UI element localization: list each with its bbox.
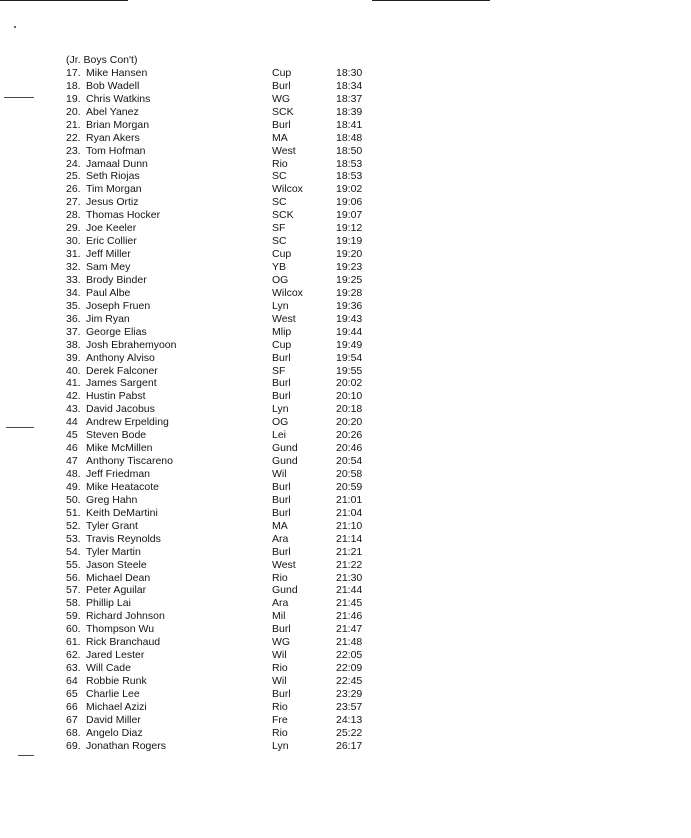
finish-time: 20:59 (336, 480, 363, 493)
result-row (66, 442, 396, 455)
finish-time: 21:22 (336, 558, 363, 571)
finish-time: 20:46 (336, 442, 363, 455)
finish-time: 18:34 (336, 79, 363, 92)
team-code: West (272, 312, 296, 325)
result-row (66, 507, 396, 520)
place-number: 43. (66, 403, 81, 416)
runner-name: Tim Morgan (86, 183, 142, 196)
result-row (66, 688, 396, 701)
place-number: 32. (66, 261, 81, 273)
result-row (66, 183, 396, 196)
runner-name: Tyler Grant (86, 519, 138, 532)
result-row (66, 209, 396, 222)
result-row (66, 365, 396, 378)
place-number: 61. (66, 636, 81, 649)
place-number: 39. (66, 351, 81, 364)
finish-time: 18:39 (336, 105, 363, 118)
team-code: YB (272, 261, 287, 273)
result-row (66, 701, 396, 714)
place-number: 40. (66, 364, 81, 377)
team-code: SC (272, 235, 287, 248)
finish-time: 19:43 (336, 312, 363, 325)
team-code: Cup (272, 338, 292, 351)
team-code: Lyn (272, 739, 289, 752)
result-row (66, 93, 396, 106)
team-code: Burl (272, 480, 291, 493)
finish-time: 19:49 (336, 338, 363, 351)
finish-time: 18:41 (336, 118, 363, 131)
runner-name: David Jacobus (86, 403, 155, 416)
place-number: 50. (66, 493, 81, 506)
finish-time: 19:02 (336, 183, 363, 196)
runner-name: Jason Steele (86, 558, 147, 571)
place-number: 49. (66, 480, 81, 493)
result-row (66, 546, 396, 559)
result-row (66, 196, 396, 209)
result-row (66, 559, 396, 572)
finish-time: 20:58 (336, 468, 363, 480)
finish-time: 21:14 (336, 532, 363, 545)
runner-name: Will Cade (86, 662, 131, 675)
result-row (66, 145, 396, 158)
runner-name: Anthony Alviso (86, 351, 155, 364)
result-row (66, 533, 396, 546)
place-number: 22. (66, 131, 81, 144)
team-code: Burl (272, 623, 291, 636)
team-code: Rio (272, 157, 288, 170)
team-code: OG (272, 273, 289, 286)
team-code: West (272, 558, 296, 571)
result-row (66, 572, 396, 585)
result-row (66, 170, 396, 183)
team-code: Cup (272, 248, 292, 261)
place-number: 45 (66, 429, 78, 442)
place-number: 33. (66, 273, 81, 286)
runner-name: Eric Collier (86, 235, 137, 248)
team-code: Cup (272, 66, 292, 79)
result-row (66, 468, 396, 481)
place-number: 64 (66, 675, 78, 687)
finish-time: 21:45 (336, 597, 363, 610)
result-row (66, 455, 396, 468)
team-code: WG (272, 636, 291, 649)
place-number: 23. (66, 144, 81, 157)
finish-time: 20:02 (336, 377, 363, 390)
place-number: 54. (66, 545, 81, 558)
place-number: 65 (66, 687, 78, 700)
place-number: 63. (66, 662, 81, 675)
finish-time: 19:19 (336, 235, 363, 248)
place-number: 59. (66, 610, 81, 623)
place-number: 57. (66, 584, 81, 597)
place-number: 26. (66, 183, 81, 196)
runner-name: Jeff Miller (86, 248, 131, 261)
finish-time: 19:28 (336, 286, 363, 299)
team-code: Gund (272, 455, 298, 468)
finish-time: 18:50 (336, 144, 363, 157)
finish-time: 22:09 (336, 662, 363, 675)
place-number: 51. (66, 506, 81, 519)
finish-time: 26:17 (336, 739, 363, 752)
team-code: Mlip (272, 325, 292, 338)
place-number: 58. (66, 597, 81, 610)
runner-name: George Elias (86, 325, 147, 338)
runner-name: Bob Wadell (86, 79, 140, 92)
runner-name: Jesus Ortiz (86, 196, 139, 209)
runner-name: Anthony Tiscareno (86, 455, 173, 468)
runner-name: Mike Heatacote (86, 480, 159, 493)
continued-header: (Jr. Boys Con't) (66, 54, 138, 66)
result-row (66, 287, 396, 300)
result-row (66, 352, 396, 365)
finish-time: 20:18 (336, 403, 363, 416)
team-code: Burl (272, 377, 291, 390)
runner-name: Chris Watkins (86, 92, 151, 105)
finish-time: 20:10 (336, 390, 363, 403)
finish-time: 21:10 (336, 519, 363, 532)
runner-name: Rick Branchaud (86, 636, 161, 649)
place-number: 55. (66, 558, 81, 571)
finish-time: 21:44 (336, 584, 363, 597)
team-code: Burl (272, 545, 291, 558)
place-number: 31. (66, 248, 81, 261)
runner-name: Thompson Wu (86, 623, 155, 636)
team-code: Wil (272, 649, 287, 662)
team-code: Burl (272, 687, 291, 700)
margin-mark (6, 427, 34, 428)
place-number: 60. (66, 623, 81, 636)
runner-name: Andrew Erpelding (86, 416, 169, 429)
finish-time: 18:53 (336, 157, 363, 170)
finish-time: 19:55 (336, 364, 363, 377)
place-number: 42. (66, 390, 81, 403)
place-number: 56. (66, 571, 81, 584)
result-row (66, 274, 396, 287)
runner-name: Joe Keeler (86, 222, 137, 235)
runner-name: Angelo Diaz (86, 726, 143, 739)
finish-time: 19:54 (336, 351, 363, 364)
result-row (66, 119, 396, 132)
result-row (66, 727, 396, 740)
result-row (66, 261, 396, 274)
finish-time: 23:57 (336, 700, 363, 713)
runner-name: Brian Morgan (86, 118, 150, 131)
result-row (66, 584, 396, 597)
place-number: 52. (66, 519, 81, 532)
runner-name: Steven Bode (86, 429, 147, 442)
team-code: Rio (272, 571, 288, 584)
team-code: Wil (272, 675, 287, 687)
runner-name: Phillip Lai (86, 597, 131, 610)
place-number: 27. (66, 196, 81, 209)
team-code: Rio (272, 662, 288, 675)
finish-time: 21:46 (336, 610, 363, 623)
result-row (66, 416, 396, 429)
runner-name: Keith DeMartini (86, 506, 158, 519)
scan-speck (14, 26, 16, 28)
place-number: 38. (66, 338, 81, 351)
team-code: Gund (272, 442, 298, 455)
place-number: 18. (66, 79, 81, 92)
result-row (66, 339, 396, 352)
place-number: 37. (66, 325, 81, 338)
runner-name: Josh Ebrahemyoon (86, 338, 177, 351)
team-code: Ara (272, 532, 289, 545)
runner-name: Jared Lester (86, 649, 145, 662)
scan-edge-line (372, 0, 490, 1)
place-number: 41. (66, 377, 81, 390)
team-code: SF (272, 364, 286, 377)
runner-name: Paul Albe (86, 286, 131, 299)
result-row (66, 740, 396, 753)
finish-time: 21:47 (336, 623, 363, 636)
finish-time: 20:26 (336, 429, 363, 442)
finish-time: 18:53 (336, 170, 363, 183)
result-row (66, 158, 396, 171)
finish-time: 25:22 (336, 726, 363, 739)
finish-time: 21:48 (336, 636, 363, 649)
result-row (66, 106, 396, 119)
place-number: 47 (66, 455, 78, 468)
result-row (66, 610, 396, 623)
finish-time: 20:20 (336, 416, 363, 429)
team-code: Wilcox (272, 183, 303, 196)
result-row (66, 326, 396, 339)
runner-name: Mike McMillen (86, 442, 153, 455)
margin-mark (18, 755, 34, 756)
finish-time: 21:01 (336, 493, 363, 506)
runner-name: Tyler Martin (86, 545, 141, 558)
result-row (66, 222, 396, 235)
runner-name: Hustin Pabst (86, 390, 146, 403)
place-number: 35. (66, 299, 81, 312)
place-number: 25. (66, 170, 81, 183)
team-code: Burl (272, 506, 291, 519)
result-row (66, 248, 396, 261)
team-code: SC (272, 196, 287, 209)
team-code: Burl (272, 79, 291, 92)
place-number: 21. (66, 118, 81, 131)
runner-name: Michael Dean (86, 571, 151, 584)
place-number: 66 (66, 700, 78, 713)
place-number: 68. (66, 726, 81, 739)
result-row (66, 520, 396, 533)
team-code: Wilcox (272, 286, 303, 299)
finish-time: 19:25 (336, 273, 363, 286)
runner-name: Seth Riojas (86, 170, 140, 183)
runner-name: Charlie Lee (86, 687, 140, 700)
place-number: 69. (66, 739, 81, 752)
finish-time: 19:12 (336, 222, 363, 235)
team-code: Burl (272, 390, 291, 403)
team-code: MA (272, 131, 288, 144)
finish-time: 19:23 (336, 261, 363, 273)
finish-time: 24:13 (336, 713, 363, 726)
finish-time: 19:06 (336, 196, 363, 209)
team-code: Burl (272, 118, 291, 131)
runner-name: Jonathan Rogers (86, 739, 166, 752)
result-row (66, 132, 396, 145)
team-code: Mil (272, 610, 286, 623)
result-row (66, 300, 396, 313)
result-row (66, 80, 396, 93)
finish-time: 18:37 (336, 92, 363, 105)
team-code: Gund (272, 584, 298, 597)
team-code: Rio (272, 700, 288, 713)
finish-time: 18:48 (336, 131, 363, 144)
runner-name: Joseph Fruen (86, 299, 151, 312)
team-code: SF (272, 222, 286, 235)
runner-name: Jamaal Dunn (86, 157, 148, 170)
results-list (66, 54, 396, 753)
result-row (66, 623, 396, 636)
finish-time: 19:44 (336, 325, 363, 338)
place-number: 53. (66, 532, 81, 545)
place-number: 48. (66, 468, 81, 480)
result-row (66, 494, 396, 507)
runner-name: Tom Hofman (86, 144, 146, 157)
result-row (66, 67, 396, 80)
team-code: SCK (272, 209, 294, 222)
result-row (66, 636, 396, 649)
finish-time: 18:30 (336, 66, 363, 79)
team-code: OG (272, 416, 289, 429)
runner-name: David Miller (86, 713, 141, 726)
team-code: Lei (272, 429, 287, 442)
result-row (66, 403, 396, 416)
scan-edge-line (0, 0, 128, 1)
team-code: Wil (272, 468, 287, 480)
finish-time: 19:20 (336, 248, 363, 261)
runner-name: Jeff Friedman (86, 468, 150, 480)
result-row (66, 649, 396, 662)
finish-time: 21:21 (336, 545, 363, 558)
runner-name: Mike Hansen (86, 66, 148, 79)
runner-name: Richard Johnson (86, 610, 165, 623)
result-row (66, 235, 396, 248)
place-number: 17. (66, 66, 81, 79)
place-number: 67 (66, 713, 78, 726)
runner-name: Abel Yanez (86, 105, 139, 118)
place-number: 20. (66, 105, 81, 118)
runner-name: Brody Binder (86, 273, 147, 286)
result-row (66, 714, 396, 727)
result-row (66, 390, 396, 403)
team-code: Ara (272, 597, 289, 610)
result-row (66, 675, 396, 688)
team-code: SC (272, 170, 287, 183)
team-code: Burl (272, 351, 291, 364)
runner-name: James Sargent (86, 377, 157, 390)
finish-time: 19:07 (336, 209, 363, 222)
team-code: Burl (272, 493, 291, 506)
finish-time: 20:54 (336, 455, 363, 468)
runner-name: Ryan Akers (86, 131, 140, 144)
place-number: 36. (66, 312, 81, 325)
place-number: 19. (66, 92, 81, 105)
runner-name: Jim Ryan (86, 312, 130, 325)
finish-time: 21:30 (336, 571, 363, 584)
team-code: Fre (272, 713, 288, 726)
runner-name: Greg Hahn (86, 493, 138, 506)
runner-name: Sam Mey (86, 261, 131, 273)
finish-time: 21:04 (336, 506, 363, 519)
team-code: Rio (272, 726, 288, 739)
place-number: 29. (66, 222, 81, 235)
team-code: West (272, 144, 296, 157)
runner-name: Robbie Runk (86, 675, 147, 687)
team-code: Lyn (272, 403, 289, 416)
finish-time: 23:29 (336, 687, 363, 700)
place-number: 44 (66, 416, 78, 429)
result-row (66, 313, 396, 326)
result-row (66, 481, 396, 494)
runner-name: Thomas Hocker (86, 209, 161, 222)
place-number: 30. (66, 235, 81, 248)
team-code: WG (272, 92, 291, 105)
finish-time: 19:36 (336, 299, 363, 312)
team-code: SCK (272, 105, 294, 118)
runner-name: Derek Falconer (86, 364, 158, 377)
team-code: MA (272, 519, 288, 532)
finish-time: 22:45 (336, 675, 363, 687)
team-code: Lyn (272, 299, 289, 312)
place-number: 24. (66, 157, 81, 170)
runner-name: Michael Azizi (86, 700, 147, 713)
runner-name: Travis Reynolds (86, 532, 161, 545)
result-row (66, 429, 396, 442)
place-number: 28. (66, 209, 81, 222)
runner-name: Peter Aguilar (86, 584, 147, 597)
place-number: 62. (66, 649, 81, 662)
result-row (66, 662, 396, 675)
finish-time: 22:05 (336, 649, 363, 662)
place-number: 46 (66, 442, 78, 455)
place-number: 34. (66, 286, 81, 299)
result-row (66, 377, 396, 390)
margin-mark (4, 97, 34, 98)
result-row (66, 597, 396, 610)
